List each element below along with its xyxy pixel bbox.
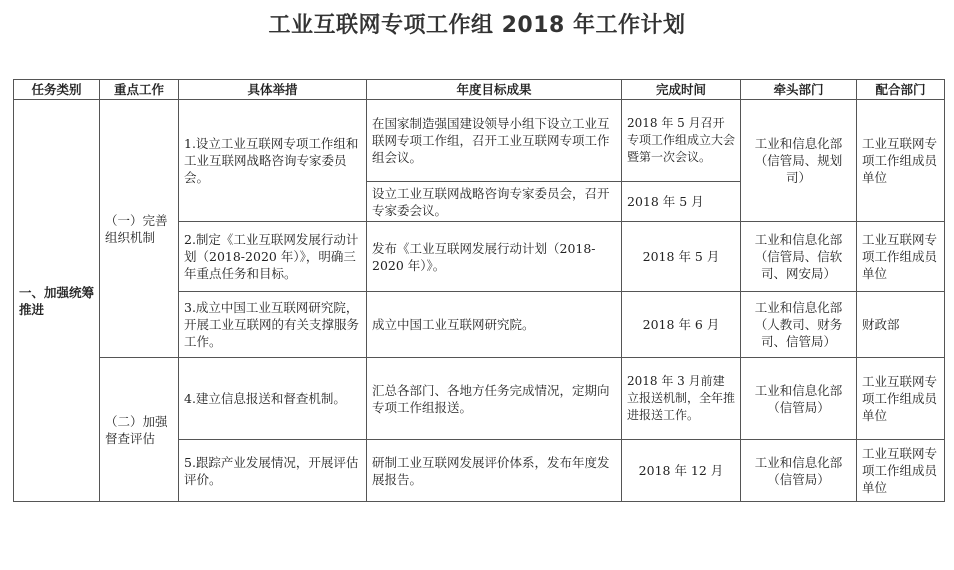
table-header-row [14,80,945,100]
support-dept-cell: 工业互联网专项工作组成员单位 [857,100,945,222]
time-cell: 2018 年 6 月 [622,292,741,358]
work-plan-table [13,79,945,502]
table-row [14,358,945,440]
time-cell: 2018 年 3 月前建立报送机制，全年推进报送工作。 [622,358,741,440]
support-dept-cell: 工业互联网专项工作组成员单位 [857,222,945,292]
goal-cell: 发布《工业互联网发展行动计划（2018-2020 年）》。 [367,222,622,292]
time-cell: 2018 年 5 月召开专项工作组成立大会暨第一次会议。 [622,100,741,182]
header-time: 完成时间 [622,80,741,100]
goal-cell: 设立工业互联网战略咨询专家委员会，召开专家委会议。 [367,182,622,222]
lead-dept-cell: 工业和信息化部（人教司、财务司、信管局） [741,292,857,358]
time-cell: 2018 年 5 月 [622,222,741,292]
support-dept-cell: 工业互联网专项工作组成员单位 [857,358,945,440]
key-work-cell: （一）完善组织机制 [100,100,179,358]
lead-dept-cell: 工业和信息化部（信管局、规划司） [741,100,857,222]
key-work-cell: （二）加强督查评估 [100,358,179,502]
measure-cell: 4.建立信息报送和督查机制。 [179,358,367,440]
measure-cell: 3.成立中国工业互联网研究院，开展工业互联网的有关支撑服务工作。 [179,292,367,358]
goal-cell: 在国家制造强国建设领导小组下设立工业互联网专项工作组，召开工业互联网专项工作组会议。 [367,100,622,182]
header-lead-dept: 牵头部门 [741,80,857,100]
lead-dept-cell: 工业和信息化部（信管局、信软司、网安局） [741,222,857,292]
goal-cell: 汇总各部门、各地方任务完成情况，定期向专项工作组报送。 [367,358,622,440]
header-category: 任务类别 [14,80,100,100]
table-row [14,100,945,182]
header-goal: 年度目标成果 [367,80,622,100]
header-measure: 具体举措 [179,80,367,100]
goal-cell: 成立中国工业互联网研究院。 [367,292,622,358]
support-dept-cell: 工业互联网专项工作组成员单位 [857,440,945,502]
measure-cell: 1.设立工业互联网专项工作组和工业互联网战略咨询专家委员会。 [179,100,367,222]
page-title: 工业互联网专项工作组 2018 年工作计划 [268,13,686,38]
lead-dept-cell: 工业和信息化部（信管局） [741,358,857,440]
goal-cell: 研制工业互联网发展评价体系，发布年度发展报告。 [367,440,622,502]
time-cell: 2018 年 12 月 [622,440,741,502]
category-cell: 一、加强统筹推进 [14,100,100,502]
measure-cell: 5.跟踪产业发展情况，开展评估评价。 [179,440,367,502]
lead-dept-cell: 工业和信息化部（信管局） [741,440,857,502]
header-key-work: 重点工作 [100,80,179,100]
time-cell: 2018 年 5 月 [622,182,741,222]
measure-cell: 2.制定《工业互联网发展行动计划（2018-2020 年）》，明确三年重点任务和目标。 [179,222,367,292]
header-support-dept: 配合部门 [857,80,945,100]
support-dept-cell: 财政部 [857,292,945,358]
